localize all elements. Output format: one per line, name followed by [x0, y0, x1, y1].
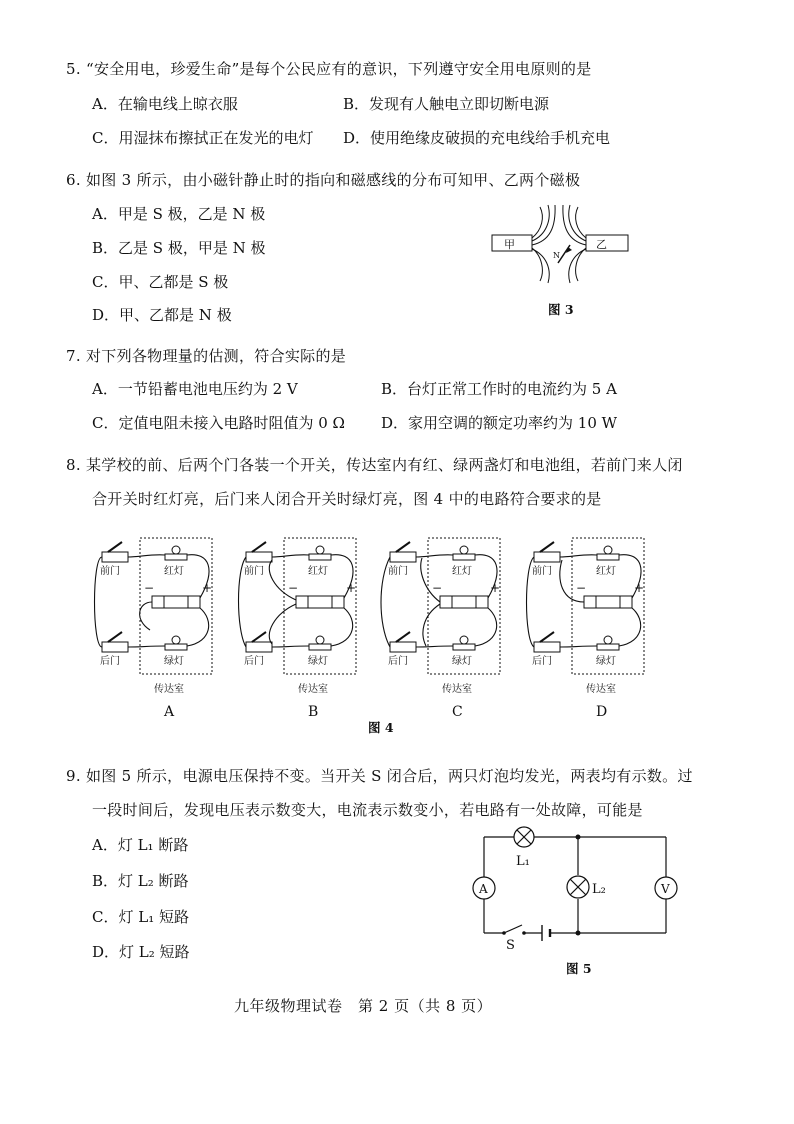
lamp-l2-label: L₂: [592, 882, 606, 897]
battery-minus-label: −: [576, 581, 587, 595]
front-door-switch: [534, 552, 560, 562]
figure-3-magnet-field: [490, 205, 630, 285]
pole-right-label: 乙: [596, 238, 607, 251]
back-door-switch: [534, 642, 560, 652]
red-lamp-label: 红灯: [596, 566, 616, 577]
q7-option-d: D．家用空调的额定功率约为 10 W: [381, 414, 618, 432]
panel-letter: A: [164, 704, 175, 720]
q5-stem: 5. “安全用电，珍爱生命”是每个公民应有的意识，下列遵守安全用电原则的是: [66, 60, 592, 78]
green-lamp-label: 绿灯: [164, 656, 184, 667]
battery-minus-label: −: [144, 581, 155, 595]
switch-label: S: [506, 938, 515, 953]
battery-plus-label: +: [490, 581, 501, 595]
front-door-label: 前门: [100, 566, 120, 577]
q6-option-b: B．乙是 S 极，甲是 N 极: [92, 239, 266, 257]
room-label: 传达室: [586, 684, 616, 695]
front-door-label: 前门: [388, 566, 408, 577]
back-door-switch: [246, 642, 272, 652]
battery-pack: [296, 596, 344, 608]
green-lamp: [165, 644, 187, 650]
panel-letter: D: [596, 704, 608, 720]
red-lamp-label: 红灯: [164, 566, 184, 577]
green-lamp: [453, 644, 475, 650]
needle-n-label: N: [553, 251, 560, 260]
room-label: 传达室: [154, 684, 184, 695]
room-label: 传达室: [298, 684, 328, 695]
green-lamp-label: 绿灯: [452, 656, 472, 667]
wire: [272, 555, 309, 557]
front-door-switch: [390, 552, 416, 562]
q9-option-a: A．灯 L₁ 断路: [92, 836, 189, 854]
front-door-label: 前门: [532, 566, 552, 577]
q5-option-d: D．使用绝缘皮破损的充电线给手机充电: [343, 129, 611, 147]
figure-4-circuits: [90, 530, 650, 720]
battery-pack: [152, 596, 200, 608]
pole-left-label: 甲: [504, 238, 515, 251]
q9-option-d: D．灯 L₂ 短路: [92, 943, 190, 961]
red-lamp: [597, 554, 619, 560]
q6-stem: 6. 如图 3 所示，由小磁针静止时的指向和磁感线的分布可知甲、乙两个磁极: [66, 171, 581, 189]
back-door-switch: [390, 642, 416, 652]
battery-minus-label: −: [288, 581, 299, 595]
q5-option-a: A．在输电线上晾衣服: [92, 95, 238, 113]
battery-plus-label: +: [202, 581, 213, 595]
q9-option-c: C．灯 L₁ 短路: [92, 908, 189, 926]
battery-plus-label: +: [346, 581, 357, 595]
figure-3-caption: 图 3: [548, 302, 574, 317]
junction-top: [576, 835, 581, 840]
front-door-switch: [246, 552, 272, 562]
q6-option-d: D．甲、乙都是 N 极: [92, 306, 232, 324]
q9-option-b: B．灯 L₂ 断路: [92, 872, 189, 890]
circuit-panel-b: [239, 538, 357, 720]
front-door-switch: [102, 552, 128, 562]
back-door-label: 后门: [100, 656, 120, 667]
q7-option-b: B．台灯正常工作时的电流约为 5 A: [381, 380, 617, 398]
panel-letter: C: [452, 704, 463, 720]
red-lamp: [165, 554, 187, 560]
q6-option-a: A．甲是 S 极，乙是 N 极: [92, 205, 266, 223]
green-lamp-label: 绿灯: [308, 656, 328, 667]
wire: [128, 555, 165, 557]
q7-option-a: A．一节铅蓄电池电压约为 2 V: [92, 380, 298, 398]
circuit-panel-d: [527, 538, 645, 720]
q5-option-c: C．用湿抹布擦拭正在发光的电灯: [92, 129, 314, 147]
switch-s: [504, 925, 522, 933]
q9-stem-line2: 一段时间后，发现电压表示数变大，电流表示数变小，若电路有一处故障，可能是: [92, 801, 643, 819]
battery-pack: [584, 596, 632, 608]
battery-minus-label: −: [432, 581, 443, 595]
circuit-panel-a: [95, 538, 213, 720]
back-door-label: 后门: [244, 656, 264, 667]
q9-stem-line1: 9. 如图 5 所示，电源电压保持不变。当开关 S 闭合后，两只灯泡均发光，两表均有示数。过: [66, 767, 693, 785]
green-lamp: [597, 644, 619, 650]
back-door-label: 后门: [532, 656, 552, 667]
room-label: 传达室: [442, 684, 472, 695]
figure-5-circuit: [470, 825, 680, 953]
red-lamp: [453, 554, 475, 560]
wire: [416, 555, 453, 557]
front-door-label: 前门: [244, 566, 264, 577]
wire: [560, 555, 597, 557]
q8-stem-line2: 合开关时红灯亮，后门来人闭合开关时绿灯亮，图 4 中的电路符合要求的是: [92, 490, 602, 508]
magnet-right: [586, 235, 628, 251]
back-door-label: 后门: [388, 656, 408, 667]
junction-bottom: [576, 931, 581, 936]
ammeter-label: A: [479, 882, 488, 896]
battery-plus-label: +: [634, 581, 645, 595]
green-lamp: [309, 644, 331, 650]
red-lamp-label: 红灯: [452, 566, 472, 577]
figure-5-caption: 图 5: [566, 961, 592, 976]
q7-option-c: C．定值电阻未接入电路时阻值为 0 Ω: [92, 414, 345, 432]
green-lamp-label: 绿灯: [596, 656, 616, 667]
voltmeter-label: V: [661, 882, 670, 896]
page-footer: 九年级物理试卷 第 2 页（共 8 页）: [234, 997, 493, 1015]
red-lamp-label: 红灯: [308, 566, 328, 577]
figure-4-caption: 图 4: [368, 720, 394, 735]
q8-stem-line1: 8. 某学校的前、后两个门各装一个开关，传达室内有红、绿两盏灯和电池组，若前门来人闭: [66, 456, 683, 474]
panel-letter: B: [308, 704, 319, 720]
q5-option-b: B．发现有人触电立即切断电源: [343, 95, 550, 113]
q7-stem: 7. 对下列各物理量的估测，符合实际的是: [66, 347, 347, 365]
red-lamp: [309, 554, 331, 560]
q6-option-c: C．甲、乙都是 S 极: [92, 273, 229, 291]
circuit-panel-c: [381, 538, 500, 720]
back-door-switch: [102, 642, 128, 652]
battery-pack: [440, 596, 488, 608]
lamp-l1-label: L₁: [516, 854, 530, 869]
